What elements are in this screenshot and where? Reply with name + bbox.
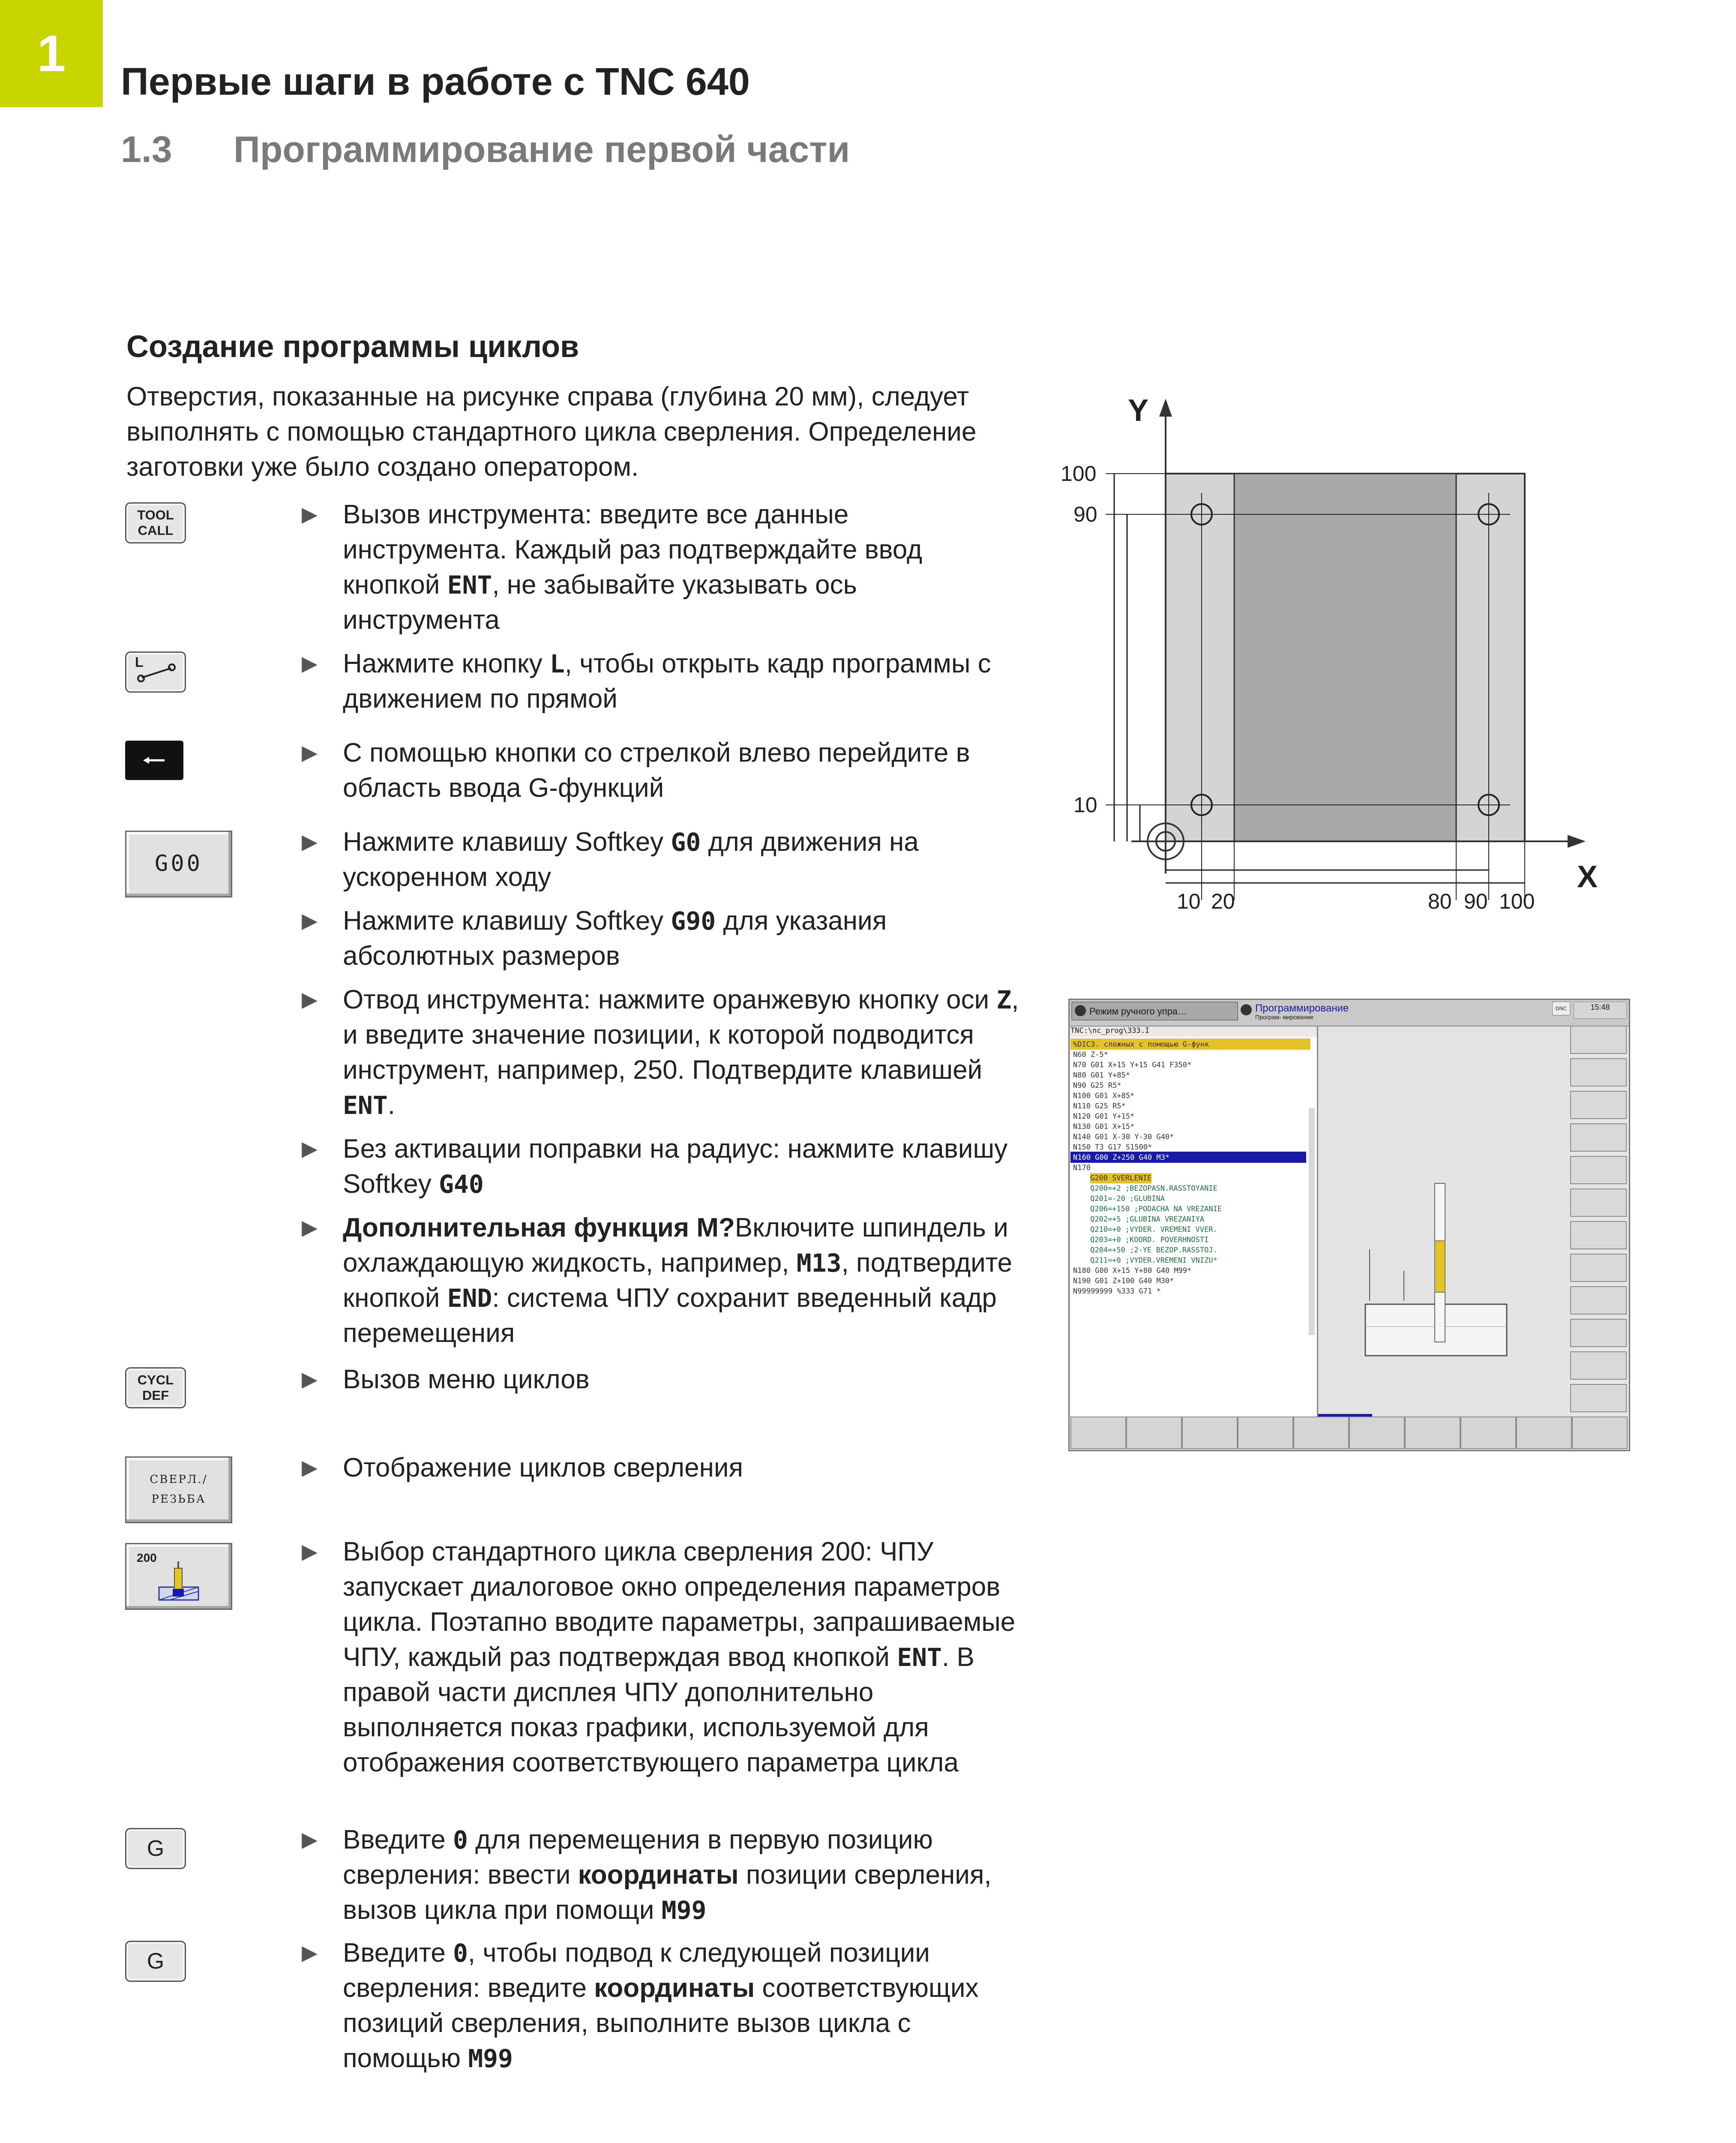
bottom-softkey[interactable] (1405, 1417, 1460, 1449)
step-key-ref: G40 (439, 1170, 484, 1199)
program-line[interactable]: N99999999 %333 G71 * (1073, 1287, 1161, 1296)
chapter-number: 1 (37, 25, 66, 82)
step-text: Включите шпиндель и охлаждающую жидкость, например, (343, 1213, 1008, 1278)
program-line[interactable]: Q201=-20 ;GLUBINA (1090, 1195, 1165, 1203)
program-line[interactable]: N170 (1073, 1164, 1091, 1172)
step-text: , не забывайте указывать ось инструмента (343, 570, 857, 635)
right-softkey[interactable] (1570, 1189, 1627, 1217)
tool-call-key-line2: CALL (138, 523, 174, 538)
y-axis-arrow (1159, 399, 1172, 417)
line-icon (126, 653, 185, 691)
help-graphic-pane (1318, 1026, 1567, 1432)
x-dimension-labels (1177, 889, 1535, 913)
step-key-ref: ENT (897, 1643, 942, 1672)
step-text: Выбор стандартного цикла сверления 200: ЧПУ запускает диалоговое окно определения параметров цикла. Поэтапно вводите параметры, запрашиваемые ЧПУ, каждый раз подтверждая ввод кнопкой (343, 1537, 1016, 1672)
step-text: позиции сверления, вызов цикла при помощи (343, 1860, 992, 1925)
step-key-ref: END (447, 1284, 492, 1313)
program-line[interactable]: N140 G01 X-30 Y-30 G40* (1073, 1133, 1174, 1141)
step-text: соответствующих позиций сверления, выполните вызов цикла с помощью (343, 1973, 979, 2073)
step-tool-call (302, 497, 1020, 638)
y-dim-10: 10 (1073, 793, 1097, 817)
x-dim-90: 90 (1464, 889, 1488, 913)
step-g0 (302, 825, 1020, 895)
step-key-ref: M99 (661, 1896, 707, 1925)
step-text: . (387, 1090, 395, 1120)
step-key-ref: G90 (671, 906, 716, 936)
cycle-200-label: 200 (137, 1551, 157, 1564)
stock-pocket (1234, 474, 1456, 841)
tab-programming[interactable] (1239, 1002, 1415, 1019)
bottom-softkey[interactable] (1126, 1417, 1182, 1449)
right-softkey[interactable] (1570, 1123, 1627, 1152)
g00-softkey[interactable] (125, 831, 232, 897)
program-line[interactable]: N80 G01 Y+85* (1073, 1071, 1130, 1080)
drilling-softkey-line1: СВЕРЛ./ (150, 1473, 208, 1486)
program-line[interactable]: Q204=+50 ;2-YE BEZOP.RASSTOJ. (1090, 1246, 1217, 1255)
bullet-arrow-icon: ▶ (302, 652, 318, 675)
step-text: Вызов меню циклов (343, 1365, 590, 1394)
bullet-arrow-icon: ▶ (302, 741, 318, 764)
step-key-ref: 0 (453, 1825, 468, 1855)
tool-call-key-line1: TOOL (137, 507, 174, 522)
g-key-1[interactable] (125, 1828, 186, 1869)
file-path: TNC:\nc_prog\333.I (1070, 1026, 1317, 1037)
bullet-arrow-icon: ▶ (302, 1368, 318, 1391)
bullet-arrow-icon: ▶ (302, 988, 318, 1011)
step-text: Отвод инструмента: нажмите оранжевую кнопку оси (343, 985, 997, 1014)
bullet-arrow-icon: ▶ (302, 503, 318, 526)
step-cycle-200 (302, 1534, 1020, 1780)
arrow-left-key[interactable] (125, 741, 183, 780)
bottom-softkey[interactable] (1349, 1417, 1405, 1449)
program-line[interactable]: N70 G01 X+15 Y+15 G41 F350* (1073, 1061, 1192, 1069)
tab-manual-mode[interactable] (1071, 1002, 1238, 1020)
step-key-ref: ENT (447, 570, 492, 600)
bottom-softkey[interactable] (1516, 1417, 1572, 1449)
program-line[interactable]: N110 G25 R5* (1073, 1102, 1126, 1111)
tnc-screen-screenshot (1068, 999, 1630, 1451)
g-key-1-label: G (147, 1836, 165, 1861)
program-line[interactable]: N150 T3 G17 S1500* (1073, 1143, 1152, 1152)
cycl-def-key[interactable] (125, 1367, 186, 1408)
step-text: Без активации поправки на радиус: нажмите клавишу Softkey (343, 1134, 1008, 1199)
bullet-arrow-icon: ▶ (302, 1456, 318, 1479)
right-softkey[interactable] (1570, 1384, 1627, 1412)
bottom-softkey[interactable] (1182, 1417, 1238, 1449)
screen-header (1070, 1000, 1629, 1026)
cycle-200-softkey[interactable] (125, 1543, 232, 1610)
program-line[interactable]: G200 SVERLENIE (1090, 1174, 1152, 1183)
bottom-softkey[interactable] (1070, 1417, 1126, 1449)
page-heading: Создание программы циклов (126, 330, 579, 364)
program-line[interactable]: N180 G00 X+15 Y+80 G40 M99* (1073, 1267, 1192, 1275)
step-key-ref: ENT (343, 1091, 388, 1120)
right-softkey[interactable] (1570, 1351, 1627, 1380)
axis-x-label: X (1577, 860, 1598, 894)
program-line[interactable]: N60 Z-5* (1073, 1050, 1108, 1059)
step-key-ref: G0 (671, 828, 701, 857)
drill-help-graphic (1318, 1026, 1567, 1432)
bullet-arrow-icon: ▶ (302, 1540, 318, 1563)
program-line[interactable]: Q202=+5 ;GLUBINA VREZANIYA (1090, 1215, 1205, 1224)
y-dim-90: 90 (1073, 502, 1097, 526)
intro-paragraph: Отверстия, показанные на рисунке справа (глубина 20 мм), следует выполнять с помощью стандартного цикла сверления. Определение заготовки уже было создано оператором. (126, 382, 977, 482)
y-dim-100: 100 (1061, 462, 1097, 486)
right-softkey[interactable] (1570, 1319, 1627, 1347)
step-text: для перемещения в первую позицию сверления: ввести (343, 1825, 933, 1890)
program-line[interactable]: Q211=+0 ;VYDER.VREMENI VNIZU* (1090, 1256, 1217, 1265)
axis-y-label: Y (1128, 393, 1149, 428)
step-text: , чтобы подвод к следующей позиции сверления: введите (343, 1938, 930, 2003)
step-emphasis: координаты (594, 1973, 755, 2003)
step-text: С помощью кнопки со стрелкой влево перейдите в область ввода G-функций (343, 738, 970, 803)
step-text: для движения на ускоренном ходу (343, 827, 919, 892)
cycl-def-key-line2: DEF (142, 1388, 169, 1403)
step-text: : система ЧПУ сохранит введенный кадр перемещения (343, 1283, 997, 1348)
step-tool-retract (302, 982, 1020, 1123)
bottom-softkey[interactable] (1293, 1417, 1349, 1449)
programming-icon (1241, 1004, 1252, 1015)
step-key-ref: Z (996, 985, 1012, 1014)
right-softkey[interactable] (1570, 1026, 1627, 1054)
program-line[interactable]: N90 G25 R5* (1073, 1081, 1121, 1090)
step-drilling-cycles (302, 1450, 1020, 1486)
bullet-arrow-icon: ▶ (302, 1828, 318, 1851)
x-dim-80: 80 (1428, 889, 1452, 913)
step-text: , и введите значение позиции, к которой подводится инструмент, например, 250. Подтвердите клавишей (343, 985, 1019, 1085)
bottom-softkey[interactable] (1572, 1417, 1628, 1449)
right-softkey[interactable] (1570, 1156, 1627, 1184)
tab-program-sublabel: Програм- мирование (1255, 1014, 1313, 1020)
step-arrow-left (302, 735, 1020, 806)
step-text: Нажмите кнопку (343, 649, 550, 678)
step-text: для указания абсолютных размеров (343, 906, 887, 971)
right-softkey[interactable] (1570, 1091, 1627, 1119)
step-text: , подтвердите кнопкой (343, 1248, 1012, 1313)
step-text: Нажмите клавишу Softkey (343, 906, 671, 936)
softkey-page-indicator (1318, 1414, 1372, 1417)
g00-softkey-label: G00 (155, 851, 203, 876)
chapter-title: Первые шаги в работе с TNC 640 (121, 60, 750, 103)
program-line[interactable]: N190 G01 Z+100 G40 M30* (1073, 1277, 1174, 1285)
dnc-badge: DNC (1552, 1002, 1570, 1015)
program-line[interactable]: Q210=+0 ;VYDER. VREMENI VVER. (1090, 1225, 1217, 1234)
right-softkey[interactable] (1570, 1221, 1627, 1249)
program-line[interactable]: N120 G01 Y+15* (1073, 1112, 1135, 1121)
cycl-def-key-line1: CYCL (137, 1372, 174, 1387)
section-number: 1.3 (121, 129, 172, 170)
step-key-ref: 0 (453, 1939, 468, 1968)
tab-manual-label: Режим ручного упра… (1089, 1006, 1187, 1017)
manual-mode-icon (1075, 1005, 1086, 1016)
step-text: Введите (343, 1938, 453, 1968)
clock: 15:48 (1574, 1002, 1627, 1019)
step-key-ref: M13 (796, 1249, 842, 1278)
x-axis-arrow (1568, 835, 1586, 848)
step-text: , чтобы открыть кадр программы с движением по прямой (343, 649, 991, 714)
program-pane (1070, 1026, 1318, 1432)
step-l-key (302, 646, 1020, 717)
step-next-position (302, 1936, 1020, 2076)
drill-cycle-icon (126, 1544, 231, 1609)
step-first-position (302, 1822, 1020, 1928)
arrow-left-icon (125, 741, 183, 780)
step-misc-function (302, 1210, 1020, 1351)
tool-call-key[interactable] (125, 502, 186, 543)
drilling-cycles-softkey[interactable] (125, 1456, 232, 1523)
right-softkey[interactable] (1570, 1254, 1627, 1282)
step-g40 (302, 1132, 1020, 1202)
bullet-arrow-icon: ▶ (302, 831, 318, 853)
l-key-label: L (135, 654, 144, 670)
program-scrollbar[interactable] (1309, 1108, 1315, 1335)
right-softkey[interactable] (1570, 1058, 1627, 1087)
bullet-arrow-icon: ▶ (302, 909, 318, 932)
step-text: Отображение циклов сверления (343, 1453, 744, 1483)
bottom-softkey[interactable] (1460, 1417, 1516, 1449)
line-l-key[interactable] (125, 651, 186, 693)
workpiece-drawing (1020, 386, 1628, 926)
step-emphasis: координаты (578, 1860, 739, 1890)
drilling-softkey-line2: РЕЗЬБА (151, 1493, 206, 1506)
program-line[interactable]: N160 G00 Z+250 G40 M3* (1073, 1153, 1170, 1162)
bullet-arrow-icon: ▶ (302, 1942, 318, 1964)
step-text: . В правой части дисплея ЧПУ дополнительно выполняется показ графики, используемой для отображения соответствующего параметра цикла (343, 1642, 974, 1777)
program-line[interactable]: Q200=+2 ;BEZOPASN.RASSTOYANIE (1090, 1184, 1217, 1193)
g-key-2-label: G (147, 1949, 165, 1974)
step-key-ref: L (549, 649, 565, 678)
step-dialog-prompt: Дополнительная функция M? (343, 1213, 735, 1243)
x-dim-20: 20 (1211, 889, 1235, 913)
right-softkey[interactable] (1570, 1286, 1627, 1315)
g-key-2[interactable] (125, 1941, 186, 1982)
program-line[interactable]: Q203=+0 ;KOORD. POVERHNOSTI (1090, 1236, 1209, 1244)
program-line[interactable]: N100 G01 X+85* (1073, 1092, 1135, 1100)
step-text: Введите (343, 1825, 453, 1855)
program-line[interactable]: %DIC3. сложных с помощью G-функ (1073, 1040, 1209, 1049)
step-key-ref: M99 (468, 2044, 513, 2073)
program-line[interactable]: Q206=+150 ;PODACHA NA VREZANIE (1090, 1205, 1222, 1213)
bullet-arrow-icon: ▶ (302, 1216, 318, 1239)
x-dim-10: 10 (1177, 889, 1201, 913)
bottom-softkey[interactable] (1238, 1417, 1293, 1449)
step-text: Вызов инструмента: введите все данные инструмента. Каждый раз подтверждайте ввод кнопкой (343, 500, 923, 600)
step-g90 (302, 903, 1020, 974)
x-dim-100: 100 (1499, 889, 1535, 913)
bullet-arrow-icon: ▶ (302, 1138, 318, 1160)
section-title: Программирование первой части (234, 129, 850, 170)
step-cycle-menu (302, 1362, 1020, 1397)
step-text: Нажмите клавишу Softkey (343, 827, 671, 857)
program-line[interactable]: N130 G01 X+15* (1073, 1123, 1135, 1131)
tab-program-label: Программирование (1255, 1002, 1349, 1014)
y-dimension-labels (1061, 462, 1097, 817)
